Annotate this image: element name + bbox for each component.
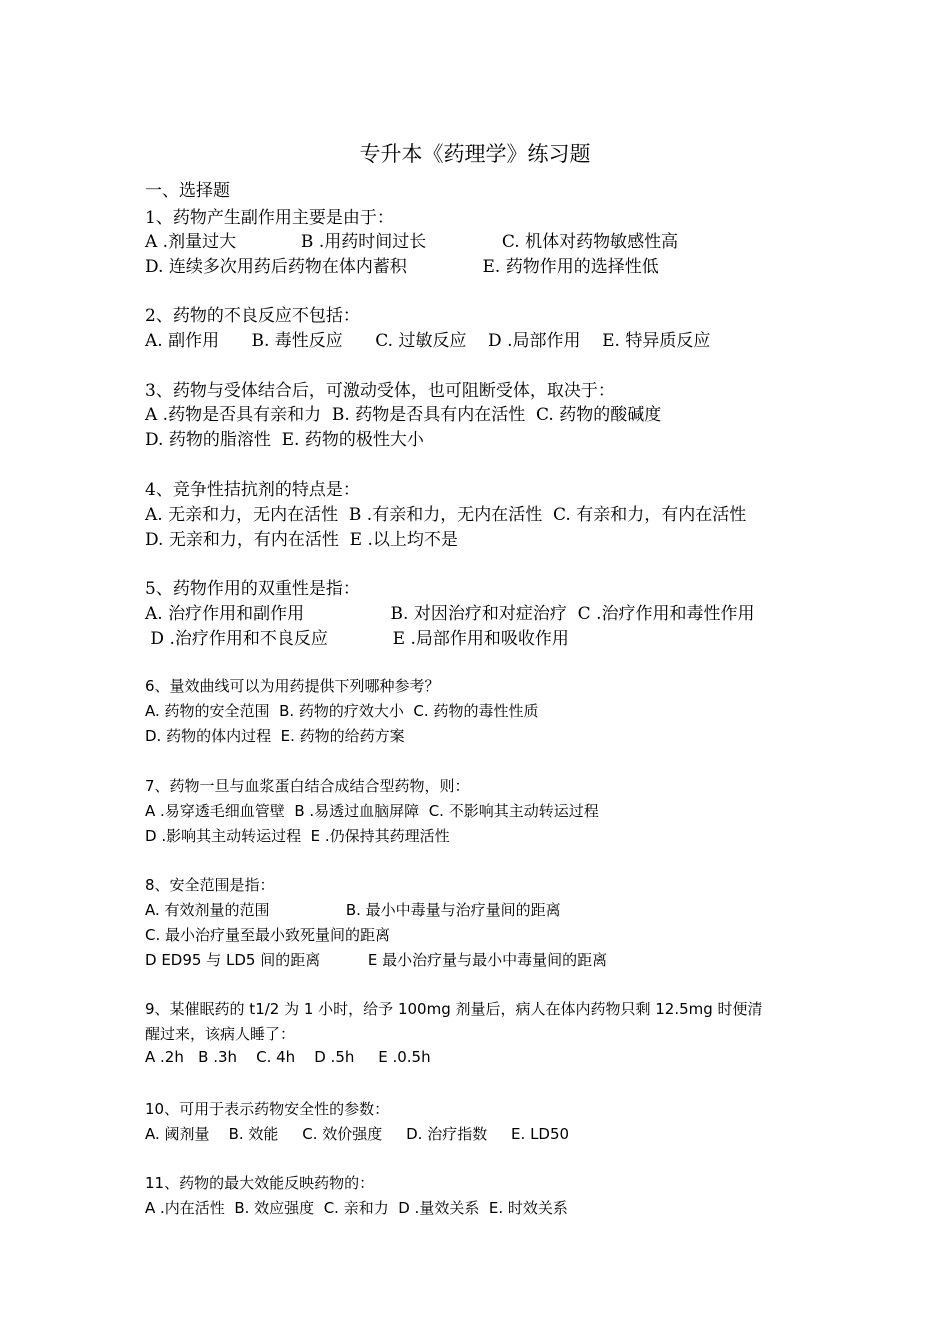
section-heading: 一、选择题 <box>145 181 230 201</box>
question-3-stem: 3、药物与受体结合后，可激动受体，也可阻断受体，取决于： <box>145 381 615 401</box>
question-8-options-line-1: A. 有效剂量的范围 B. 最小中毒量与治疗量间的距离 <box>145 901 561 919</box>
question-5-options-line-1: A. 治疗作用和副作用 B. 对因治疗和对症治疗 C .治疗作用和毒性作用 <box>145 604 755 624</box>
question-5-stem: 5、药物作用的双重性是指： <box>145 579 360 599</box>
question-7-stem: 7、药物一旦与血浆蛋白结合成结合型药物，则： <box>145 777 470 795</box>
question-1-stem: 1、药物产生副作用主要是由于： <box>145 208 394 228</box>
question-7-options-line-2: D .影响其主动转运过程 E .仍保持其药理活性 <box>145 827 450 845</box>
question-7-options-line-1: A .易穿透毛细血管壁 B .易透过血脑屏障 C. 不影响其主动转运过程 <box>145 802 599 820</box>
question-5-options-line-2: D .治疗作用和不良反应 E .局部作用和吸收作用 <box>145 629 569 649</box>
question-8-options-line-3: D ED95 与 LD5 间的距离 E 最小治疗量与最小中毒量间的距离 <box>145 951 608 969</box>
question-9-stem: 9、某催眠药的 t1/2 为 1 小时，给予 100mg 剂量后，病人在体内药物只剩 12.5mg 时便清 <box>145 1000 763 1018</box>
question-4-options-line-1: A. 无亲和力，无内在活性 B .有亲和力，无内在活性 C. 有亲和力，有内在活性 <box>145 505 747 525</box>
question-9-options-line-1: A .2h B .3h C. 4h D .5h E .0.5h <box>145 1048 431 1066</box>
question-9-stem-continued: 醒过来，该病人睡了： <box>145 1025 296 1043</box>
question-1-options-line-2: D. 连续多次用药后药物在体内蓄积 E. 药物作用的选择性低 <box>145 257 659 277</box>
question-11-options-line-1: A .内在活性 B. 效应强度 C. 亲和力 D .量效关系 E. 时效关系 <box>145 1199 568 1217</box>
question-3-options-line-1: A .药物是否具有亲和力 B. 药物是否具有内在活性 C. 药物的酸碱度 <box>145 405 662 425</box>
question-2-options-line-1: A. 副作用 B. 毒性反应 C. 过敏反应 D .局部作用 E. 特异质反应 <box>145 331 711 351</box>
question-8-stem: 8、安全范围是指： <box>145 876 275 894</box>
question-6-stem: 6、量效曲线可以为用药提供下列哪种参考？ <box>145 677 440 695</box>
question-3-options-line-2: D. 药物的脂溶性 E. 药物的极性大小 <box>145 430 424 450</box>
question-10-options-line-1: A. 阈剂量 B. 效能 C. 效价强度 D. 治疗指数 E. LD50 <box>145 1125 570 1143</box>
question-11-stem: 11、药物的最大效能反映药物的： <box>145 1174 375 1192</box>
question-4-options-line-2: D. 无亲和力，有内在活性 E .以上均不是 <box>145 530 458 550</box>
question-10-stem: 10、可用于表示药物安全性的参数： <box>145 1100 390 1118</box>
document-title: 专升本《药理学》练习题 <box>359 142 591 166</box>
question-6-options-line-2: D. 药物的体内过程 E. 药物的给药方案 <box>145 727 405 745</box>
question-4-stem: 4、竞争性拮抗剂的特点是： <box>145 480 360 500</box>
question-6-options-line-1: A. 药物的安全范围 B. 药物的疗效大小 C. 药物的毒性性质 <box>145 702 539 720</box>
question-8-options-line-2: C. 最小治疗量至最小致死量间的距离 <box>145 926 391 944</box>
question-2-stem: 2、药物的不良反应不包括： <box>145 306 360 326</box>
question-1-options-line-1: A .剂量过大 B .用药时间过长 C. 机体对药物敏感性高 <box>145 232 679 252</box>
